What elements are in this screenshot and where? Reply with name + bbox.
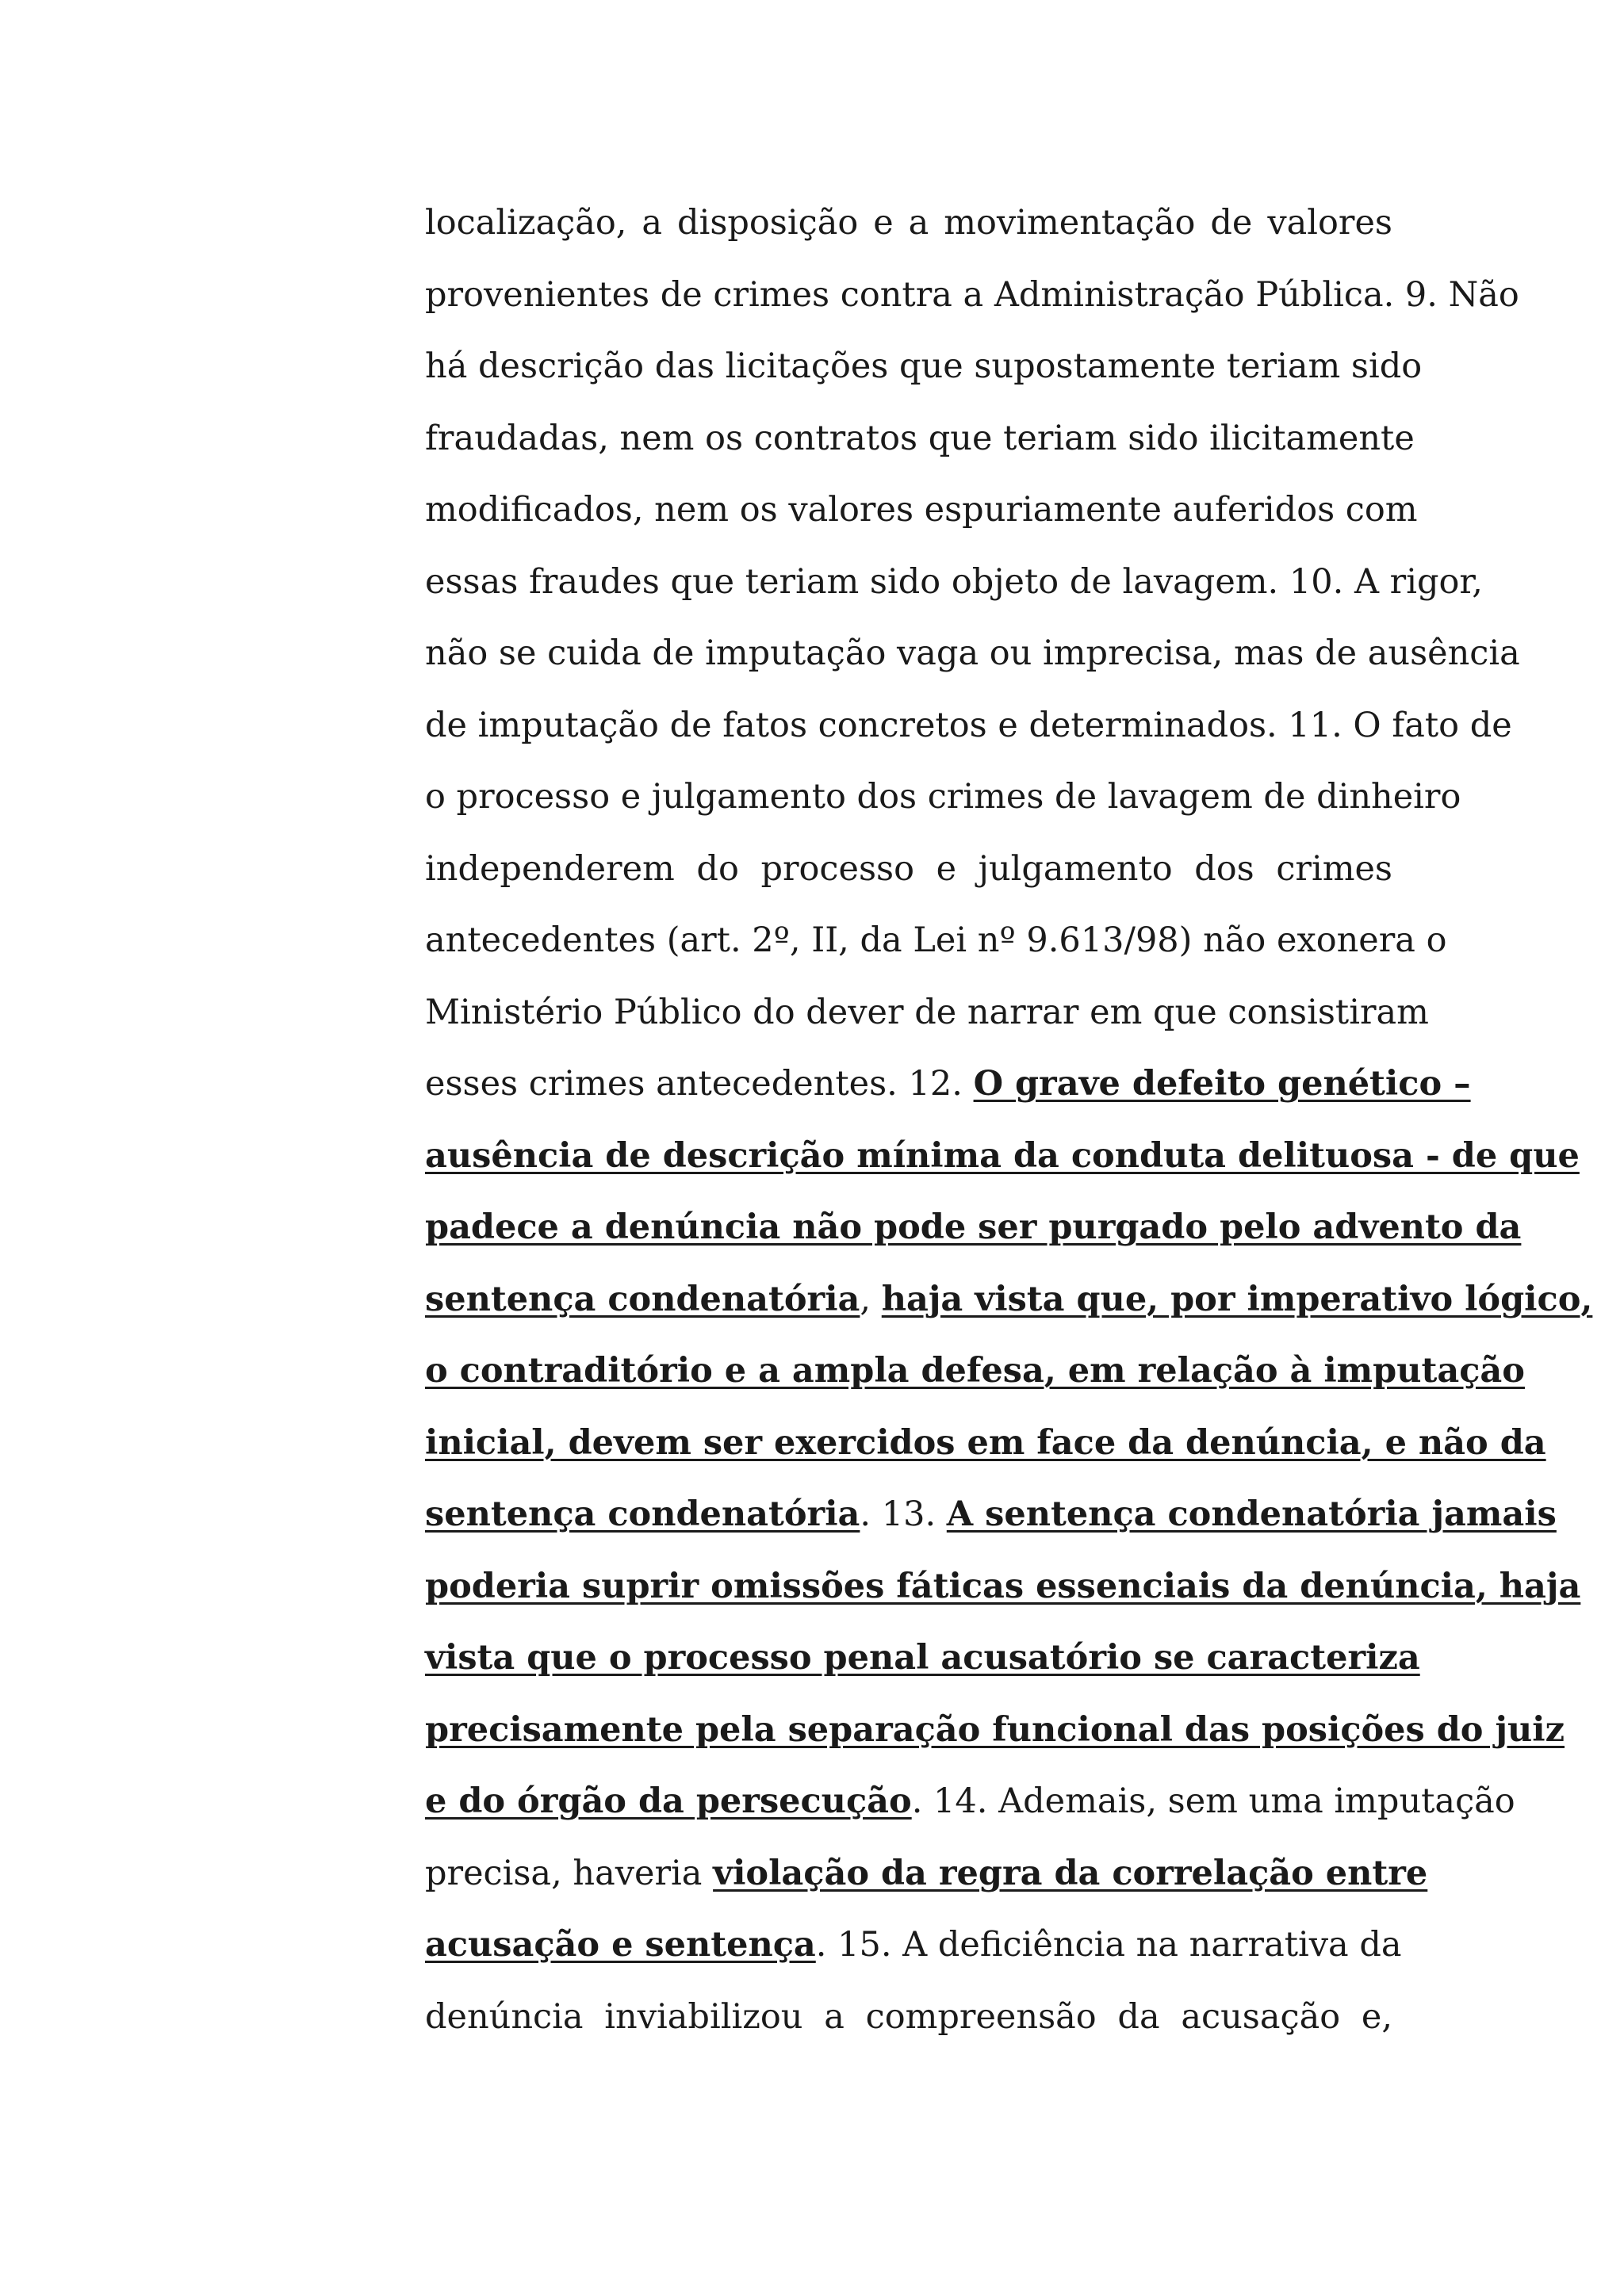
text-line (425, 474, 1418, 546)
text-segment: Ministério Público do dever de narrar em que consistiram (425, 992, 1429, 1032)
text-line (425, 1335, 1525, 1407)
emphasized-text: vista que o processo penal acusatório se caracteriza (425, 1638, 1420, 1678)
text-line (425, 761, 1461, 833)
emphasized-text: poderia suprir omissões fáticas essenciais da denúncia, haja (425, 1566, 1581, 1606)
text-segment: não se cuida de imputação vaga ou imprecisa, mas de ausência (425, 633, 1520, 673)
emphasized-text: ausência de descrição mínima da conduta delituosa - de que (425, 1135, 1580, 1176)
text-line (425, 1909, 1402, 1981)
text-line (425, 1048, 1471, 1120)
text-line (425, 1622, 1420, 1694)
text-line (425, 546, 1483, 618)
text-line (425, 187, 1392, 259)
text-segment: . 15. A deficiência na narrativa da (815, 1925, 1402, 1965)
text-segment: fraudadas, nem os contratos que teriam sido ilicitamente (425, 418, 1415, 458)
text-segment: esses crimes antecedentes. 12. (425, 1064, 974, 1104)
text-segment: . 13. (860, 1494, 947, 1534)
text-line (425, 1479, 1557, 1551)
text-line (425, 1120, 1580, 1192)
text-segment: essas fraudes que teriam sido objeto de lavagem. 10. A rigor, (425, 561, 1483, 602)
emphasized-text: e do órgão da persecução (425, 1781, 912, 1821)
emphasized-text: precisamente pela separação funcional das posições do juiz (425, 1709, 1565, 1750)
text-line (425, 1766, 1515, 1838)
text-line (425, 1264, 1593, 1336)
emphasized-text: O grave defeito genético – (973, 1064, 1471, 1104)
text-line (425, 618, 1520, 690)
text-segment: , (860, 1279, 882, 1319)
text-segment: denúncia inviabilizou a compreensão da acusação e, (425, 1996, 1392, 2037)
text-segment: há descrição das licitações que supostamente teriam sido (425, 346, 1423, 386)
text-segment: o processo e julgamento dos crimes de lavagem de dinheiro (425, 777, 1461, 817)
text-line (425, 331, 1423, 403)
text-line (425, 1551, 1581, 1623)
text-segment: provenientes de crimes contra a Administração Pública. 9. Não (425, 274, 1519, 315)
text-segment: modificados, nem os valores espuriamente auferidos com (425, 490, 1418, 530)
text-line (425, 1192, 1522, 1264)
emphasized-text: o contraditório e a ampla defesa, em relação à imputação (425, 1351, 1525, 1391)
emphasized-text: sentença condenatória (425, 1279, 860, 1319)
emphasized-text: acusação e sentença (425, 1925, 816, 1965)
text-line (425, 977, 1429, 1049)
text-segment: antecedentes (art. 2º, II, da Lei nº 9.613/98) não exonera o (425, 920, 1447, 960)
text-segment: localização, a disposição e a movimentação de valores (425, 203, 1392, 243)
emphasized-text: haja vista que, por imperativo lógico, (881, 1279, 1593, 1319)
emphasized-text: inicial, devem ser exercidos em face da denúncia, e não da (425, 1422, 1546, 1463)
text-line (425, 403, 1415, 475)
text-segment: de imputação de fatos concretos e determinados. 11. O fato de (425, 705, 1512, 745)
text-line (425, 259, 1519, 331)
text-line (425, 1694, 1565, 1766)
emphasized-text: violação da regra da correlação entre (713, 1853, 1428, 1893)
text-line (425, 1981, 1392, 2053)
text-line (425, 1838, 1428, 1910)
text-line (425, 905, 1447, 977)
body-paragraph (425, 187, 1593, 2053)
emphasized-text: A sentença condenatória jamais (946, 1494, 1557, 1534)
text-line (425, 690, 1512, 762)
text-segment: . 14. Ademais, sem uma imputação (911, 1781, 1515, 1821)
text-segment: independerem do processo e julgamento dos crimes (425, 848, 1392, 889)
emphasized-text: sentença condenatória (425, 1494, 860, 1534)
text-line (425, 1407, 1546, 1479)
emphasized-text: padece a denúncia não pode ser purgado pelo advento da (425, 1207, 1522, 1247)
text-line (425, 833, 1392, 905)
text-segment: precisa, haveria (425, 1853, 714, 1893)
